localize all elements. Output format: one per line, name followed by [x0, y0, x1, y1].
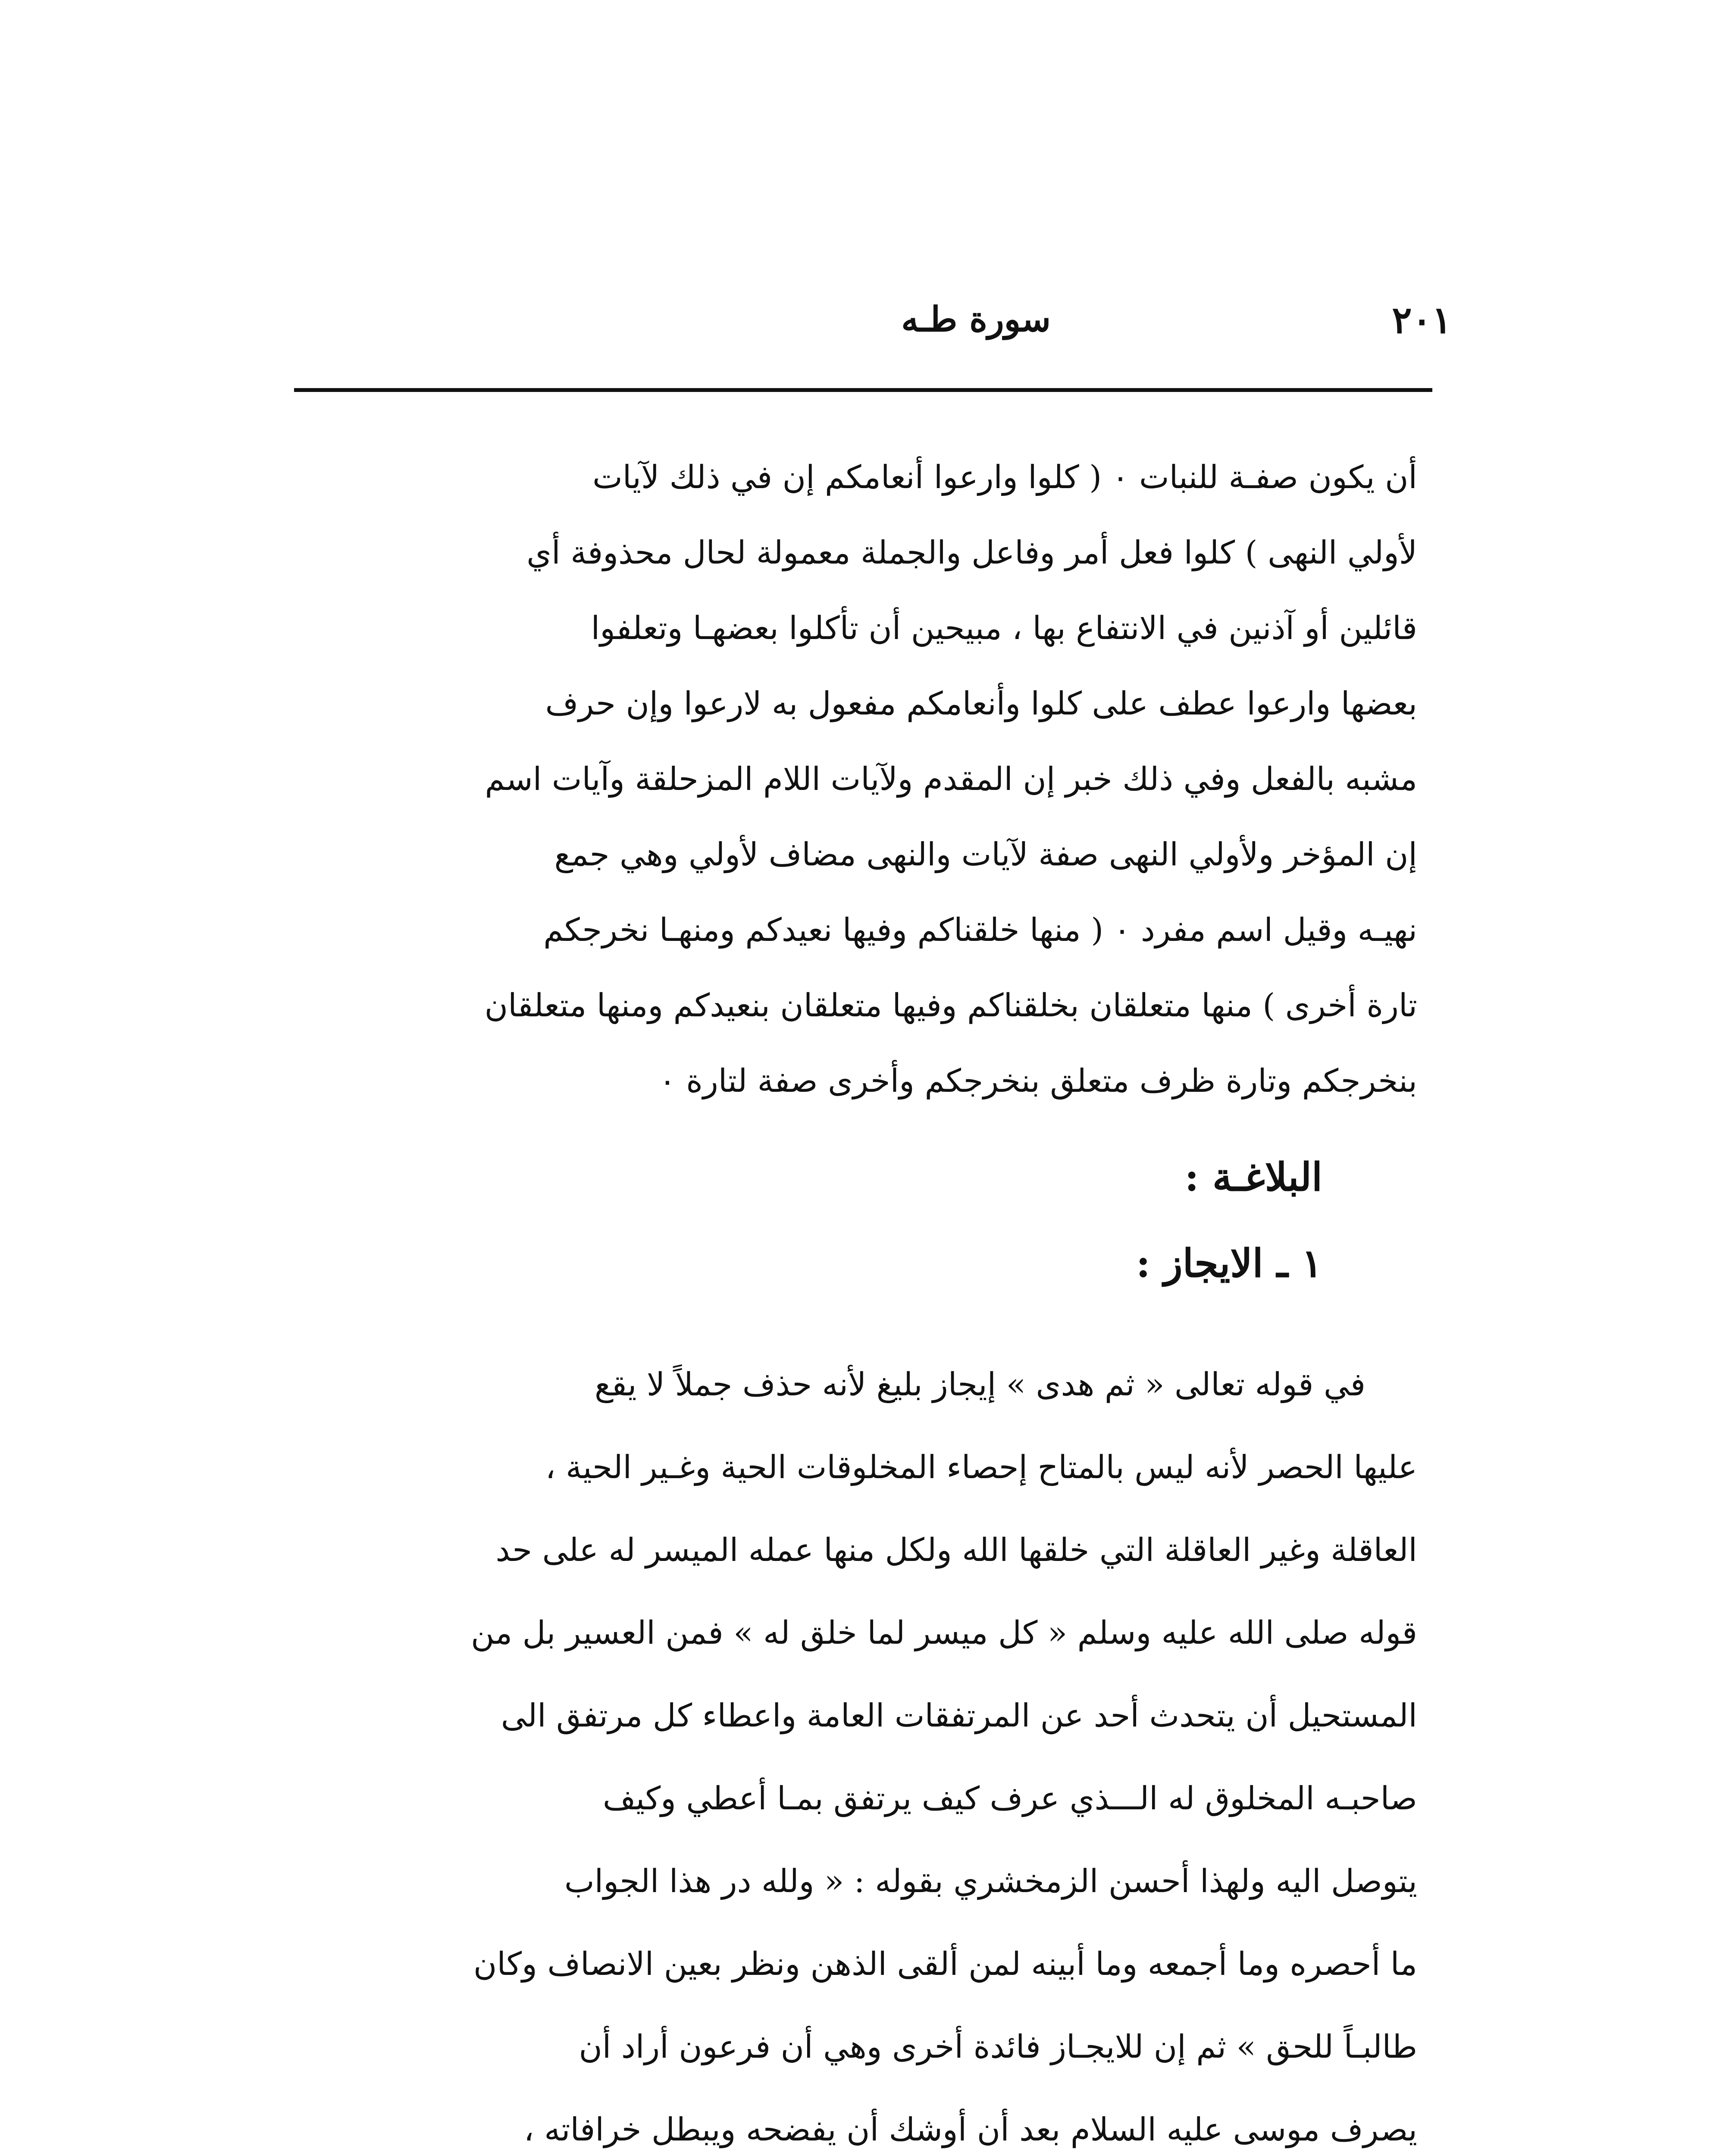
text-line: بنخرجكم وتارة ظرف متعلق بنخرجكم وأخرى صفة لتارة ٠	[658, 1062, 1417, 1100]
text-line: في قوله تعالى « ثم هدى » إيجاز بليغ لأنه حذف جملاً لا يقع	[595, 1366, 1366, 1403]
text-line: نهيـه وقيل اسم مفرد ٠ ( منها خلقناكم وفيها نعيدكم ومنهـا نخرجكم	[543, 912, 1417, 949]
text-line: إن المؤخر ولأولي النهى صفة لآيات والنهى مضاف لأولي وهي جمع	[554, 836, 1417, 873]
header-divider	[294, 388, 1432, 392]
text-line: صاحبـه المخلوق له الـــذي عرف كيف يرتفق بمـا أعطي وكيف	[602, 1780, 1417, 1817]
page-header	[309, 298, 1452, 354]
page-body	[279, 440, 1417, 2156]
page-number: ٢٠١	[1392, 298, 1452, 342]
text-line: مشبه بالفعل وفي ذلك خبر إن المقدم ولآيات اللام المزحلقة وآيات اسم	[485, 761, 1417, 798]
text-line: أن يكون صفـة للنبات ٠ ( كلوا وارعوا أنعامكم إن في ذلك لآيات	[592, 459, 1417, 496]
text-line: قائلين أو آذنين في الانتفاع بها ، مبيحين أن تأكلوا بعضهـا وتعلفوا	[591, 610, 1417, 647]
text-line: طالبـاً للحق » ثم إن للايجـاز فائدة أخرى وهي أن فرعون أراد أن	[579, 2028, 1417, 2065]
text-line: المستحيل أن يتحدث أحد عن المرتفقات العامة واعطاء كل مرتفق الى	[501, 1697, 1417, 1734]
paragraph-irab	[279, 440, 1417, 1119]
text-line: قوله صلى الله عليه وسلم « كل ميسر لما خلق له » فمن العسير بل من	[471, 1614, 1417, 1651]
text-line: تارة أخرى ) منها متعلقان بخلقناكم وفيها متعلقان بنعيدكم ومنها متعلقان	[484, 987, 1417, 1024]
text-line: يصرف موسى عليه السلام بعد أن أوشك أن يفضحه ويبطل خرافاته ،	[523, 2111, 1417, 2148]
text-line: لأولي النهى ) كلوا فعل أمر وفاعل والجملة معمولة لحال محذوفة أي	[526, 534, 1417, 571]
subsection-heading-ijaz: ١ ـ الايجاز :	[1136, 1241, 1322, 1286]
text-line: يتوصل اليه ولهذا أحسن الزمخشري بقوله : « ولله در هذا الجواب	[564, 1863, 1417, 1900]
section-heading-balagha: البلاغـة :	[1184, 1154, 1322, 1200]
text-line: العاقلة وغير العاقلة التي خلقها الله ولكل منها عمله الميسر له على حد	[495, 1532, 1417, 1569]
running-title: سورة طـه	[901, 299, 1051, 339]
paragraph-ijaz	[279, 1343, 1417, 2156]
text-line: عليها الحصر لأنه ليس بالمتاح إحصاء المخلوقات الحية وغـير الحية ،	[545, 1449, 1417, 1486]
text-line: بعضها وارعوا عطف على كلوا وأنعامكم مفعول به لارعوا وإن حرف	[545, 685, 1417, 722]
text-line: ما أحصره وما أجمعه وما أبينه لمن ألقى الذهن ونظر بعين الانصاف وكان	[473, 1946, 1417, 1983]
